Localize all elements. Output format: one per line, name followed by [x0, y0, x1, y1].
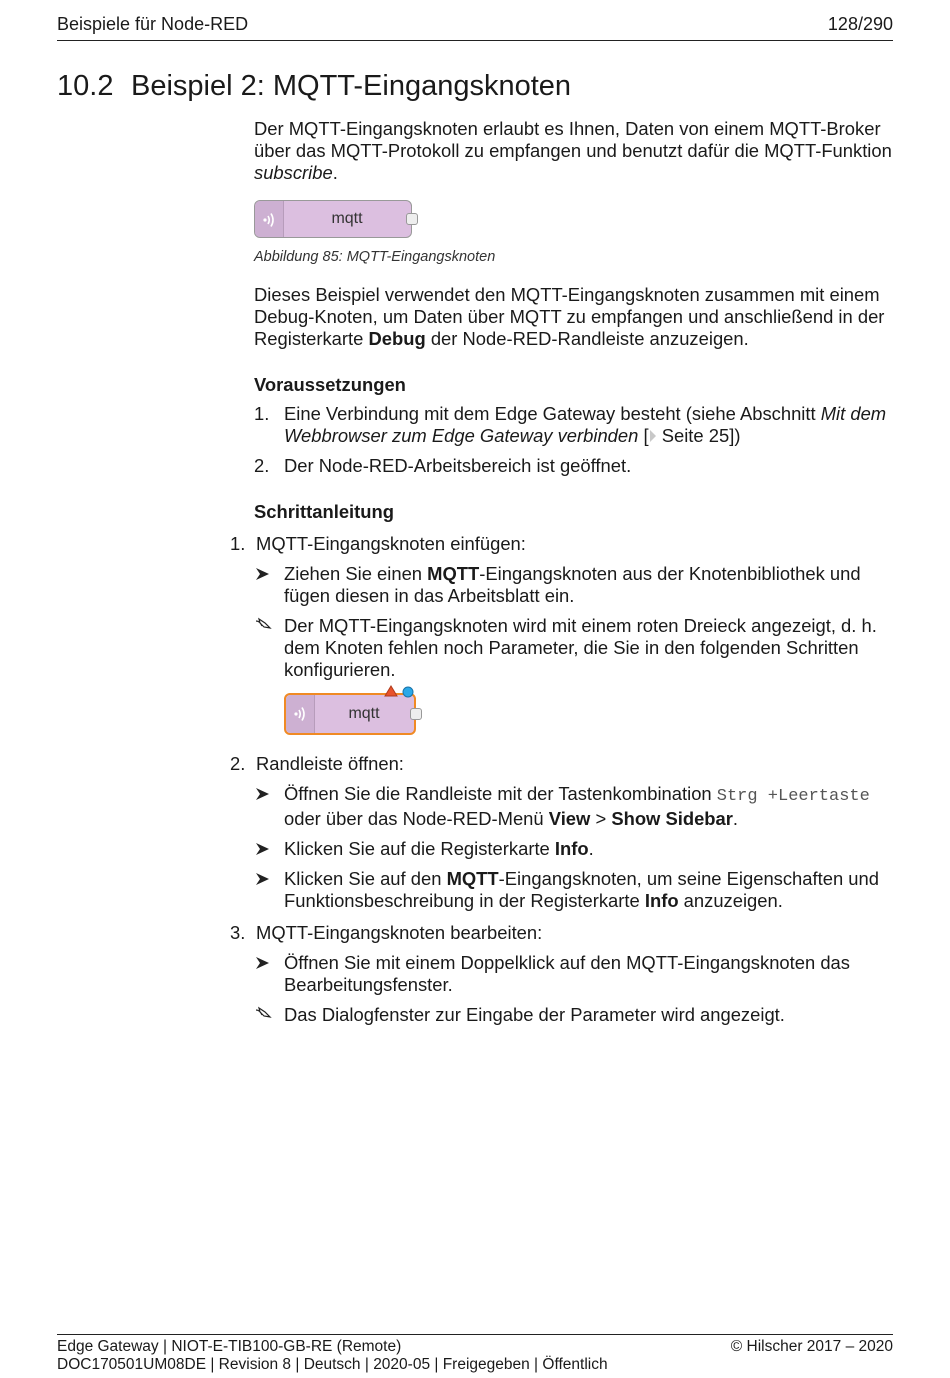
chapter-number: 10.2 [57, 70, 114, 102]
result-arrow-icon [254, 615, 274, 637]
mqtt-node-output-port [406, 213, 418, 225]
debug-tab-name: Debug [368, 328, 426, 349]
action-text-end: . [732, 808, 739, 829]
footer-row [57, 1338, 893, 1356]
header-page-number: 128/290 [827, 14, 893, 34]
action-item [254, 952, 894, 996]
info-tab-name: Info [644, 890, 679, 911]
intro-paragraph [254, 118, 894, 184]
step-number: 3. [230, 922, 246, 943]
step-number: 2. [230, 753, 246, 774]
arrowhead-bullet-icon [254, 563, 274, 585]
warning-triangle-icon [384, 685, 398, 697]
action-text-end: -Eingangsknoten aus der Knotenbibliothek und fügen diesen in das Arbeitsblatt ein. [284, 563, 861, 606]
action-text: Klicken Sie auf die Registerkarte [284, 838, 555, 859]
result-text: Das Dialogfenster zur Eingabe der Parameter wird angezeigt. [284, 1004, 785, 1025]
info-tab-name: Info [554, 838, 589, 859]
chapter-heading [57, 70, 571, 103]
header-section-title: Beispiele für Node-RED [57, 14, 249, 34]
action-item [254, 783, 894, 830]
prerequisites-heading: Voraussetzungen [254, 374, 406, 395]
result-text: Der MQTT-Eingangsknoten wird mit einem roten Dreieck angezeigt, d. h. dem Knoten fehlen noch Parameter, die Sie in den folgenden Schritten konfigurieren. [284, 615, 877, 680]
result-item [254, 1004, 894, 1026]
prereq-text: Eine Verbindung mit dem Edge Gateway besteht (siehe Abschnitt [284, 403, 821, 424]
example-description [254, 284, 894, 350]
footer-doc-info: DOC170501UM08DE | Revision 8 | Deutsch | 2020-05 | Freigegeben | Öffentlich [57, 1356, 608, 1373]
step-number: 1. [230, 533, 246, 554]
action-text: oder über das Node-RED-Menü [284, 808, 549, 829]
mqtt-node-label: mqtt [331, 210, 363, 227]
figure-caption: Abbildung 85: MQTT-Eingangsknoten [254, 249, 496, 265]
step-item [230, 753, 894, 912]
step-title: Randleiste öffnen: [256, 753, 404, 774]
instructions-heading: Schrittanleitung [254, 501, 394, 522]
mqtt-node-icon-area [255, 201, 284, 237]
intro-text: Der MQTT-Eingangsknoten erlaubt es Ihnen, Daten von einem MQTT-Broker über das MQTT-Protokoll zu empfangen und benutzt dafür die MQTT-Funktion [254, 118, 892, 161]
step-title: MQTT-Eingangsknoten einfügen: [256, 533, 526, 554]
action-text-end: . [588, 838, 594, 859]
item-number: 1. [254, 403, 270, 424]
instruction-steps [230, 533, 894, 1026]
step-title: MQTT-Eingangsknoten bearbeiten: [256, 922, 543, 943]
action-text: Öffnen Sie mit einem Doppelklick auf den MQTT-Eingangsknoten das Bearbeitungsfenster. [284, 952, 850, 995]
ref-close: ]) [729, 425, 741, 446]
prerequisite-item [254, 455, 894, 477]
mqtt-node-figure [254, 200, 412, 238]
arrowhead-bullet-icon [254, 868, 274, 890]
mqtt-node-unconfigured [284, 693, 416, 735]
menu-show-sidebar: Show Sidebar [611, 808, 733, 829]
page-footer [57, 1334, 893, 1374]
intro-text-end: . [332, 162, 338, 183]
step-actions [254, 783, 894, 912]
result-item [254, 615, 894, 735]
item-number: 2. [254, 455, 270, 476]
example-text: Dieses Beispiel verwendet den MQTT-Eingangsknoten zusammen mit einem Debug-Knoten, um Daten über MQTT zu empfangen und anschließend in der Registerkarte [254, 284, 885, 349]
result-arrow-icon [254, 1004, 274, 1026]
example-text-end: der Node-RED-Randleiste anzuzeigen. [425, 328, 749, 349]
arrowhead-bullet-icon [254, 952, 274, 974]
mqtt-node-output-port [410, 708, 422, 720]
main-content [230, 118, 894, 1026]
signal-waves-icon [292, 704, 308, 724]
action-item [254, 838, 894, 860]
mqtt-node-icon-area [286, 695, 315, 733]
prereq-text: Der Node-RED-Arbeitsbereich ist geöffnet. [284, 455, 632, 476]
menu-view: View [548, 808, 591, 829]
action-text: Ziehen Sie einen [284, 563, 428, 584]
mqtt-node-label: mqtt [348, 705, 380, 722]
chapter-title: Beispiel 2: MQTT-Eingangsknoten [131, 70, 572, 102]
step-actions [254, 563, 894, 735]
action-text: Öffnen Sie die Randleiste mit der Tastenkombination [284, 783, 717, 804]
action-text: -Eingangsknoten, um seine Eigenschaften und Funktionsbeschreibung in der Registerkarte [284, 868, 879, 911]
page-reference-link[interactable]: Seite 25 [656, 425, 730, 446]
menu-separator: > [590, 808, 612, 829]
changed-dot-icon [402, 686, 414, 698]
prerequisites-list [254, 403, 894, 477]
page-ref-arrow-icon [649, 429, 657, 443]
section-link[interactable]: Mit dem Webbrowser zum Edge Gateway verbinden [284, 403, 887, 446]
step-item [230, 922, 894, 1026]
prerequisite-item [254, 403, 894, 447]
node-name: MQTT [446, 868, 499, 889]
action-text: Klicken Sie auf den [284, 868, 447, 889]
intro-emphasis: subscribe [254, 162, 333, 183]
footer-copyright: © Hilscher 2017 – 2020 [730, 1338, 893, 1355]
action-text-end: anzuzeigen. [678, 890, 783, 911]
signal-waves-icon [261, 210, 277, 230]
ref-open: [ [638, 425, 649, 446]
node-name: MQTT [427, 563, 480, 584]
footer-product: Edge Gateway | NIOT-E-TIB100-GB-RE (Remote) [57, 1338, 402, 1355]
page-header [57, 14, 893, 41]
keyboard-shortcut: Strg +Leertaste [716, 787, 870, 806]
arrowhead-bullet-icon [254, 783, 274, 805]
action-item [254, 868, 894, 912]
step-item [230, 533, 894, 735]
action-item [254, 563, 894, 607]
step-actions [254, 952, 894, 1026]
arrowhead-bullet-icon [254, 838, 274, 860]
